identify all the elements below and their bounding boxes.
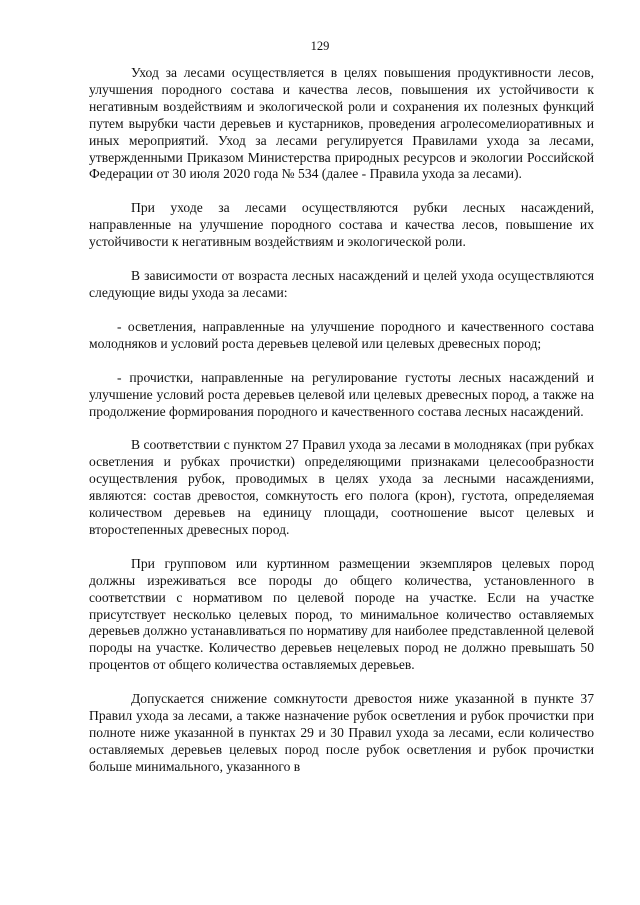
list-item-clearing: - осветления, направленные на улучшение породного и качественного состава молодняков и условий роста деревьев целевой или целевых древесных пород;	[89, 318, 594, 351]
paragraph-clause-27: В соответствии с пунктом 27 Правил ухода за лесами в молодняках (при рубках осветления и рубках прочистки) определяющими признаками целесообразности осуществления рубок, проводимых в целях ухода за лесными насаждениями, являются: состав древостоя, сомкнутость его полога (крон), густота, определяемая количеством деревьев на единицу площади, соотношение высот целевых и второстепенных древесных пород.	[89, 437, 594, 537]
paragraph-care-types-intro: В зависимости от возраста лесных насаждений и целей ухода осуществляются следующие виды ухода за лесами:	[89, 268, 594, 300]
paragraph-density-reduction: Допускается снижение сомкнутости древостоя ниже указанной в пункте 37 Правил ухода за лесами, а также назначение рубок осветления и рубок прочистки при полноте ниже указанной в пунктах 29 и 30 Правил ухода за лесами, если количество оставляемых деревьев целевых пород после рубок осветления и рубок прочистки больше минимального, указанного в	[89, 691, 594, 774]
paragraph-felling-during-care: При уходе за лесами осуществляются рубки лесных насаждений, направленные на улучшение породного состава и качества лесов, повышение их устойчивости к негативным воздействиям и экологической роли.	[89, 200, 594, 250]
list-item-thinning: - прочистки, направленные на регулирование густоты лесных насаждений и улучшение условий роста деревьев целевой или целевых древесных пород, а также на продолжение формирования породного и качественного состава лесных насаждений.	[89, 369, 594, 419]
paragraph-group-placement: При групповом или куртинном размещении экземпляров целевых пород должны изреживаться все породы до общего количества, установленного в соответствии с нормативом по целевой породе на участке. Если на участке присутствует несколько целевых пород, то минимальное количество оставляемых деревьев должно устанавливаться по нормативу для наиболее представленной целевой породы на участке. Количество деревьев нецелевых пород не должно превышать 50 процентов от общего количества оставляемых деревьев.	[89, 555, 594, 673]
page-number: 129	[310, 39, 330, 53]
paragraph-forest-care-purpose: Уход за лесами осуществляется в целях повышения продуктивности лесов, улучшения породного состава и качества лесов, повышения их устойчивости к негативным воздействиям и экологической роли и сохранения их полезных функций путем вырубки части деревьев и кустарников, проведения агролесомелиоративных и иных мероприятий. Уход за лесами регулируется Правилами ухода за лесами, утвержденными Приказом Министерства природных ресурсов и экологии Российской Федерации от 30 июля 2020 года № 534 (далее - Правила ухода за лесами).	[89, 65, 594, 182]
document-body	[89, 65, 594, 776]
